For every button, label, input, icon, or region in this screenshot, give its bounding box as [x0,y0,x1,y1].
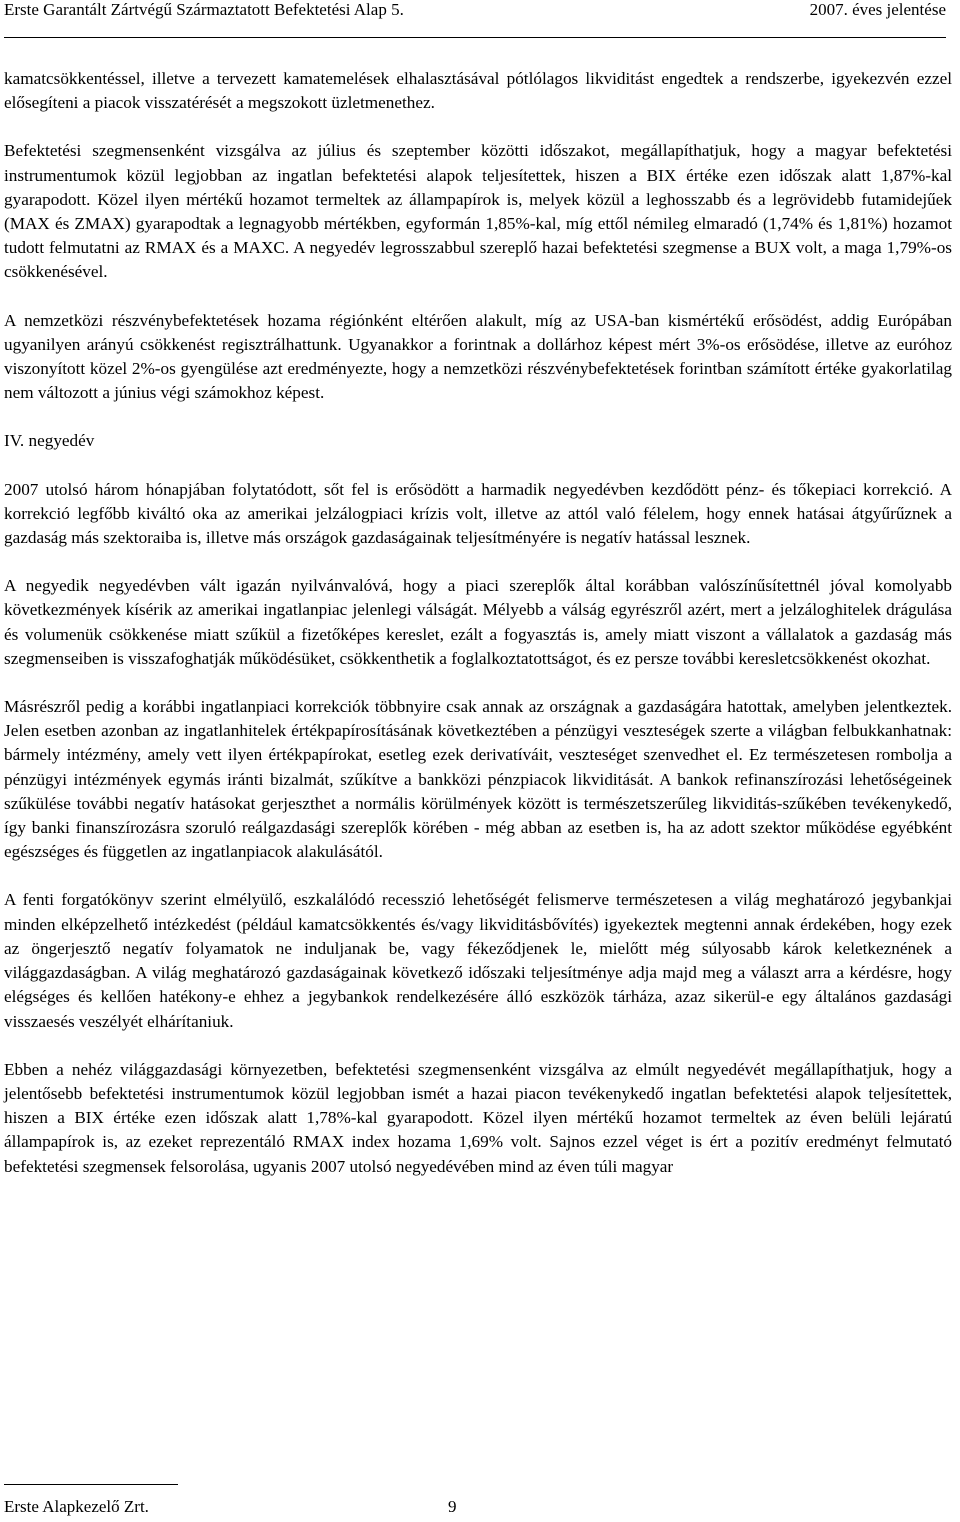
footer-divider [4,1484,178,1485]
document-title: Erste Garantált Zártvégű Származtatott Befektetési Alap 5. [4,0,404,19]
paragraph: A nemzetközi részvénybefektetések hozama régiónként eltérően alakult, míg az USA-ban kismértékű erősödést, addig Európában ugyanilyen arányú csökkenést regisztrálhattunk. Ugyanakkor a forintnak a dollárhoz képest mért 3%-os erősödése, illetve az euróhoz viszonyított közel 2%-os gyengülése azt eredményezte, hogy a nemzetközi részvénybefektetések forintban számított értéke gyakorlatilag nem változott a június végi számokhoz képest. [4,310,952,403]
paragraph: Befektetési szegmensenként vizsgálva az július és szeptember közötti időszakot, megállapíthatjuk, hogy a magyar befektetési instrumentumok közül legjobban az ingatlan befektetési alapok teljesítettek, hiszen a BIX értéke ezen időszak alatt 1,87%-kal gyarapodott. Közel ilyen mértékű hozamot termeltek az állampapírok is, melyek közül a leghosszabb és a legrövidebb futamidejűek (MAX és ZMAX) gyarapodtak a legnagyobb mértékben, egyformán 1,85%-kal, míg ettől némileg elmaradó (1,74% és 1,81%) hozamot tudott felmutatni az RMAX és a MAXC. A negyedév legrosszabbul szereplő hazai befektetési szegmense a BUX volt, a maga 1,79%-os csökkenésével. [4,141,952,282]
paragraph: 2007 utolsó három hónapjában folytatódott, sőt fel is erősödött a harmadik negyedévben kezdődött pénz- és tőkepiaci korrekció. A korrekció legfőbb kiváltó oka az amerikai jelzálogpiaci krízis volt, illetve az attól való félelem, hogy ennek hatásai átgyűrűznek a gazdaság más szektoraiba is, illetve más országok gazdaságainak teljesítményére is negatív hatással lesznek. [4,479,952,548]
report-title: 2007. éves jelentése [809,0,946,19]
paragraph: A fenti forgatókönyv szerint elmélyülő, eszkalálódó recesszió lehetőségét felismerve természetesen a világ meghatározó jegybankjai minden elképzelhető intézkedést (például kamatcsökkentés és/vagy likviditásbővítés) igyekeztek megtenni annak érdekében, hogy ezek az öngerjesztő negatív folyamatok ne induljanak be, vagy fékeződjenek le, mielőtt még súlyosabb károk keletkeznének a világgazdaságban. A világ meghatározó gazdaságainak következő időszaki teljesítménye adja majd meg a választ arra a kérdésre, hogy elégséges és kellően hatékony-e ehhez a jegybankok rendelkezésére álló eszközök tárháza, azaz sikerül-e egy általános gazdasági visszaesés veszélyét elhárítaniuk. [4,890,952,1031]
paragraph: Ebben a nehéz világgazdasági környezetben, befektetési szegmensenként vizsgálva az elmúlt negyedévét megállapíthatjuk, hogy a jelentősebb befektetési instrumentumok közül legjobban ismét a hazai piacon tevékenykedő ingatlan befektetési alapok teljesítettek, hiszen a BIX értéke ezen időszak alatt 1,78%-kal gyarapodott. Közel ilyen mértékű hozamot termeltek az éven belüli lejáratú állampapírok is, az ezeket reprezentáló RMAX index hozama 1,69% volt. Sajnos ezzel véget is ért a pozitív eredményt felmutató befektetési szegmensek felsorolása, ugyanis 2007 utolsó negyedévében mind az éven túli magyar [4,1059,952,1176]
section-heading: IV. negyedév [4,431,95,451]
footer-organization: Erste Alapkezelő Zrt. [4,1497,149,1516]
page-header [4,0,946,30]
document-body [4,67,952,1203]
header-divider [4,37,946,38]
paragraph: A negyedik negyedévben vált igazán nyilvánvalóvá, hogy a piaci szereplők által korábban valószínűsítettnél jóval komolyabb következmények kísérik az amerikai ingatlanpiac jelenlegi válságát. Mélyebb a válság egyrészről azért, mert a jelzáloghitelek drágulása és volumenük csökkenése miatt szűkül a fizetőképes kereslet, ezált a fogyasztás is, amely miatt viszont a vállalatok a gazdaság más szegmenseiben is visszafoghatják működésüket, csökkenthetik a foglalkoztatottságot, és ez persze további keresletcsökkenést okozhat. [4,576,952,668]
page-number: 9 [448,1497,457,1516]
paragraph: kamatcsökkentéssel, illetve a tervezett kamatemelések elhalasztásával pótlólagos likviditást engedtek a rendszerbe, igyekezvén ezzel elősegíteni a piacok visszatérését a megszokott üzletmenethez. [4,69,952,113]
paragraph: Másrészről pedig a korábbi ingatlanpiaci korrekciók többnyire csak annak az országnak a gazdaságára hatottak, amelyben jelentkeztek. Jelen esetben azonban az ingatlanhitelek értékpapírosításának következtében a pénzügyi veszteségek szerte a világban felbukkanhatnak: bármely intézmény, amely vett ilyen értékpapírokat, esetleg ezek derivatíváit, veszteséget szenvedhet el. Ez természetesen rombolja a pénzügyi intézmények egymás iránti bizalmát, szűkítve a bankközi pénzpiacok likviditását. A bankok refinanszírozási lehetőségeinek szűkülése további negatív hatásokat gerjeszthet a normális körülmények között is természetszerűleg likviditás-szűkében tevékenykedő, így banki finanszírozásra szoruló reálgazdasági szereplők körében - még abban az esetben is, ha az adott szektor működése egyébként egészséges és független az ingatlanpiacok alakulásától. [4,697,952,862]
